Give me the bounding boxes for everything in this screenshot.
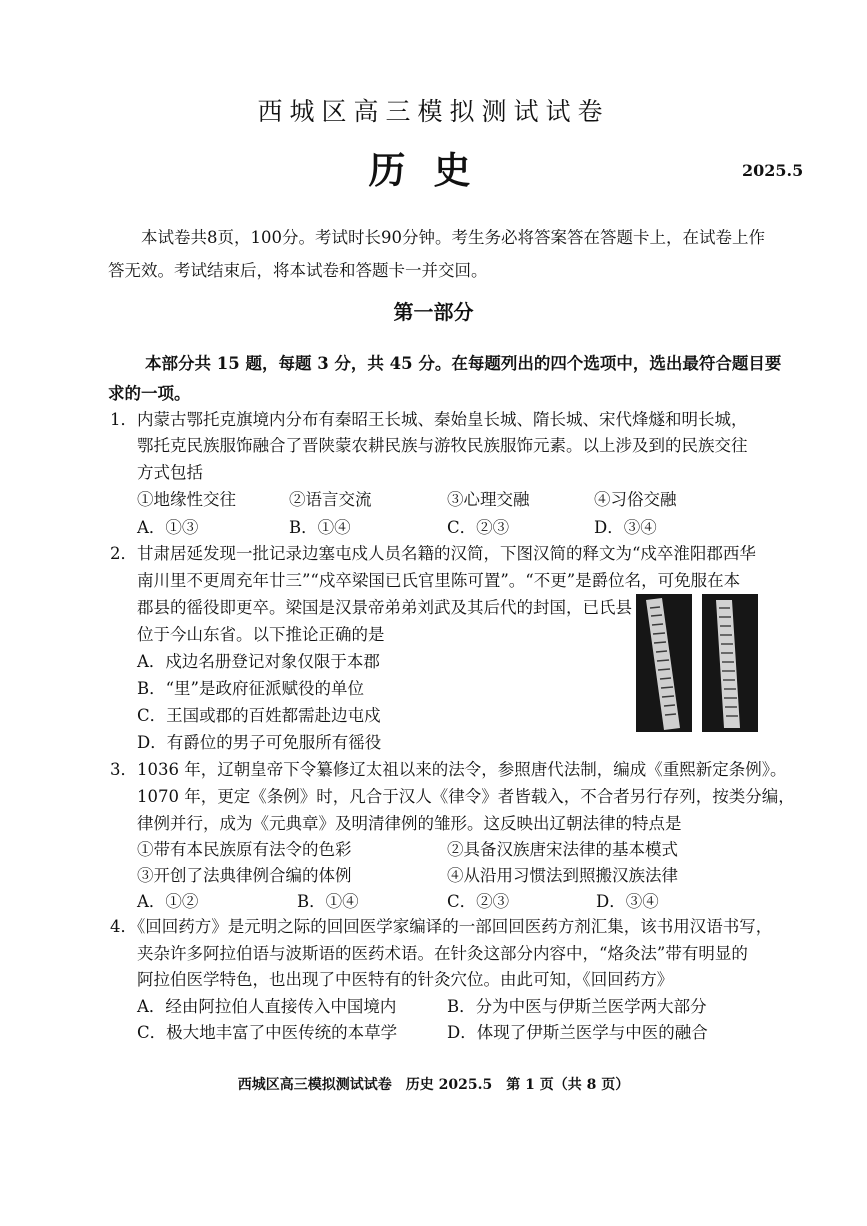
page-footer: 西城区高三模拟测试试卷 历史 2025.5 第 1 页（共 8 页） bbox=[237, 1077, 630, 1093]
q3-stem-line-1: 3．1036 年，辽朝皇帝下令纂修辽太祖以来的法令，参照唐代法制，编成《重熙新定条例》。 bbox=[110, 760, 787, 779]
q4-stem-line-3: 阿拉伯医学特色，也出现了中医特有的针灸穴位。由此可知，《回回药方》 bbox=[137, 970, 674, 989]
q2-option-d[interactable]: D．有爵位的男子可免服所有徭役 bbox=[137, 733, 382, 752]
q2-stem-line-4: 位于今山东省。以下推论正确的是 bbox=[137, 625, 385, 644]
q1-stem-line-1: 1．内蒙古鄂托克旗境内分布有秦昭王长城、秦始皇长城、隋长城、宋代烽燧和明长城， bbox=[110, 410, 748, 429]
q3-item-2: ②具备汉族唐宋法律的基本模式 bbox=[447, 840, 678, 859]
q2-stem-line-2: 南川里不更周充年廿三”“戍卒梁国已氏官里陈可置”。“不更”是爵位名，可免服在本 bbox=[137, 571, 741, 590]
q3-option-a[interactable]: A．①② bbox=[137, 892, 199, 911]
q3-item-1: ①带有本民族原有法令的色彩 bbox=[137, 840, 352, 859]
q1-option-c[interactable]: C．②③ bbox=[447, 518, 510, 537]
q3-option-c[interactable]: C．②③ bbox=[447, 892, 510, 911]
q4-option-d[interactable]: D．体现了伊斯兰医学与中医的融合 bbox=[447, 1023, 708, 1042]
q3-stem-line-2: 1070 年，更定《条例》时，凡合于汉人《律令》者皆载入，不合者另行存列，按类分编， bbox=[137, 787, 795, 806]
q1-item-4: ④习俗交融 bbox=[594, 490, 677, 509]
instructions-line-1: 本试卷共8页，100分。考试时长90分钟。考生务必将答案答在答题卡上，在试卷上作 bbox=[141, 228, 765, 247]
bamboo-slip-right bbox=[702, 594, 758, 732]
part-title: 第一部分 bbox=[393, 300, 474, 324]
q2-option-b[interactable]: B．“里”是政府征派赋役的单位 bbox=[137, 679, 364, 698]
q1-item-2: ②语言交流 bbox=[289, 490, 372, 509]
q4-option-b[interactable]: B．分为中医与伊斯兰医学两大部分 bbox=[447, 997, 707, 1016]
part-intro-line-1: 本部分共 15 题，每题 3 分，共 45 分。在每题列出的四个选项中，选出最符合题目要 bbox=[145, 354, 782, 373]
q1-option-a[interactable]: A．①③ bbox=[137, 518, 199, 537]
q1-item-1: ①地缘性交往 bbox=[137, 490, 236, 509]
q3-item-3: ③开创了法典律例合编的体例 bbox=[137, 866, 352, 885]
han-bamboo-slips-image bbox=[636, 594, 760, 732]
q2-stem-line-1: 2．甘肃居延发现一批记录边塞屯戍人员名籍的汉简，下图汉简的释文为“戍卒淮阳郡西华 bbox=[110, 544, 756, 563]
part-intro-line-2: 求的一项。 bbox=[108, 384, 191, 403]
q3-option-b[interactable]: B．①④ bbox=[297, 892, 359, 911]
bamboo-slip-left-drawing bbox=[636, 594, 692, 732]
q4-stem-line-1: 4．《回回药方》是元明之际的回回医学家编译的一部回回医药方剂汇集，该书用汉语书写， bbox=[110, 917, 773, 936]
q1-option-d[interactable]: D．③④ bbox=[594, 518, 657, 537]
subject-title: 历史 bbox=[368, 148, 499, 192]
exam-title: 西城区高三模拟测试试卷 bbox=[257, 97, 610, 126]
q1-option-b[interactable]: B．①④ bbox=[289, 518, 351, 537]
q1-stem-line-2: 鄂托克民族服饰融合了晋陕蒙农耕民族与游牧民族服饰元素。以上涉及到的民族交往 bbox=[137, 436, 748, 455]
q1-item-3: ③心理交融 bbox=[447, 490, 530, 509]
q3-stem-line-3: 律例并行，成为《元典章》及明清律例的雏形。这反映出辽朝法律的特点是 bbox=[137, 814, 682, 833]
q3-item-4: ④从沿用习惯法到照搬汉族法律 bbox=[447, 866, 678, 885]
q3-option-d[interactable]: D．③④ bbox=[596, 892, 659, 911]
q2-option-c[interactable]: C．王国或郡的百姓都需赴边屯戍 bbox=[137, 706, 381, 725]
exam-date: 2025.5 bbox=[742, 161, 804, 180]
q2-option-a[interactable]: A．戍边名册登记对象仅限于本郡 bbox=[137, 652, 380, 671]
bamboo-slip-right-drawing bbox=[702, 594, 758, 732]
q2-stem-line-3: 郡县的徭役即更卒。梁国是汉景帝弟弟刘武及其后代的封国，已氏县 bbox=[137, 598, 632, 617]
q4-option-a[interactable]: A．经由阿拉伯人直接传入中国境内 bbox=[137, 997, 397, 1016]
q4-stem-line-2: 夹杂许多阿拉伯语与波斯语的医药术语。在针灸这部分内容中，“烙灸法”带有明显的 bbox=[137, 944, 748, 963]
instructions-line-2: 答无效。考试结束后，将本试卷和答题卡一并交回。 bbox=[108, 261, 488, 280]
bamboo-slip-left bbox=[636, 594, 692, 732]
q4-option-c[interactable]: C．极大地丰富了中医传统的本草学 bbox=[137, 1023, 398, 1042]
q1-stem-line-3: 方式包括 bbox=[137, 463, 203, 482]
